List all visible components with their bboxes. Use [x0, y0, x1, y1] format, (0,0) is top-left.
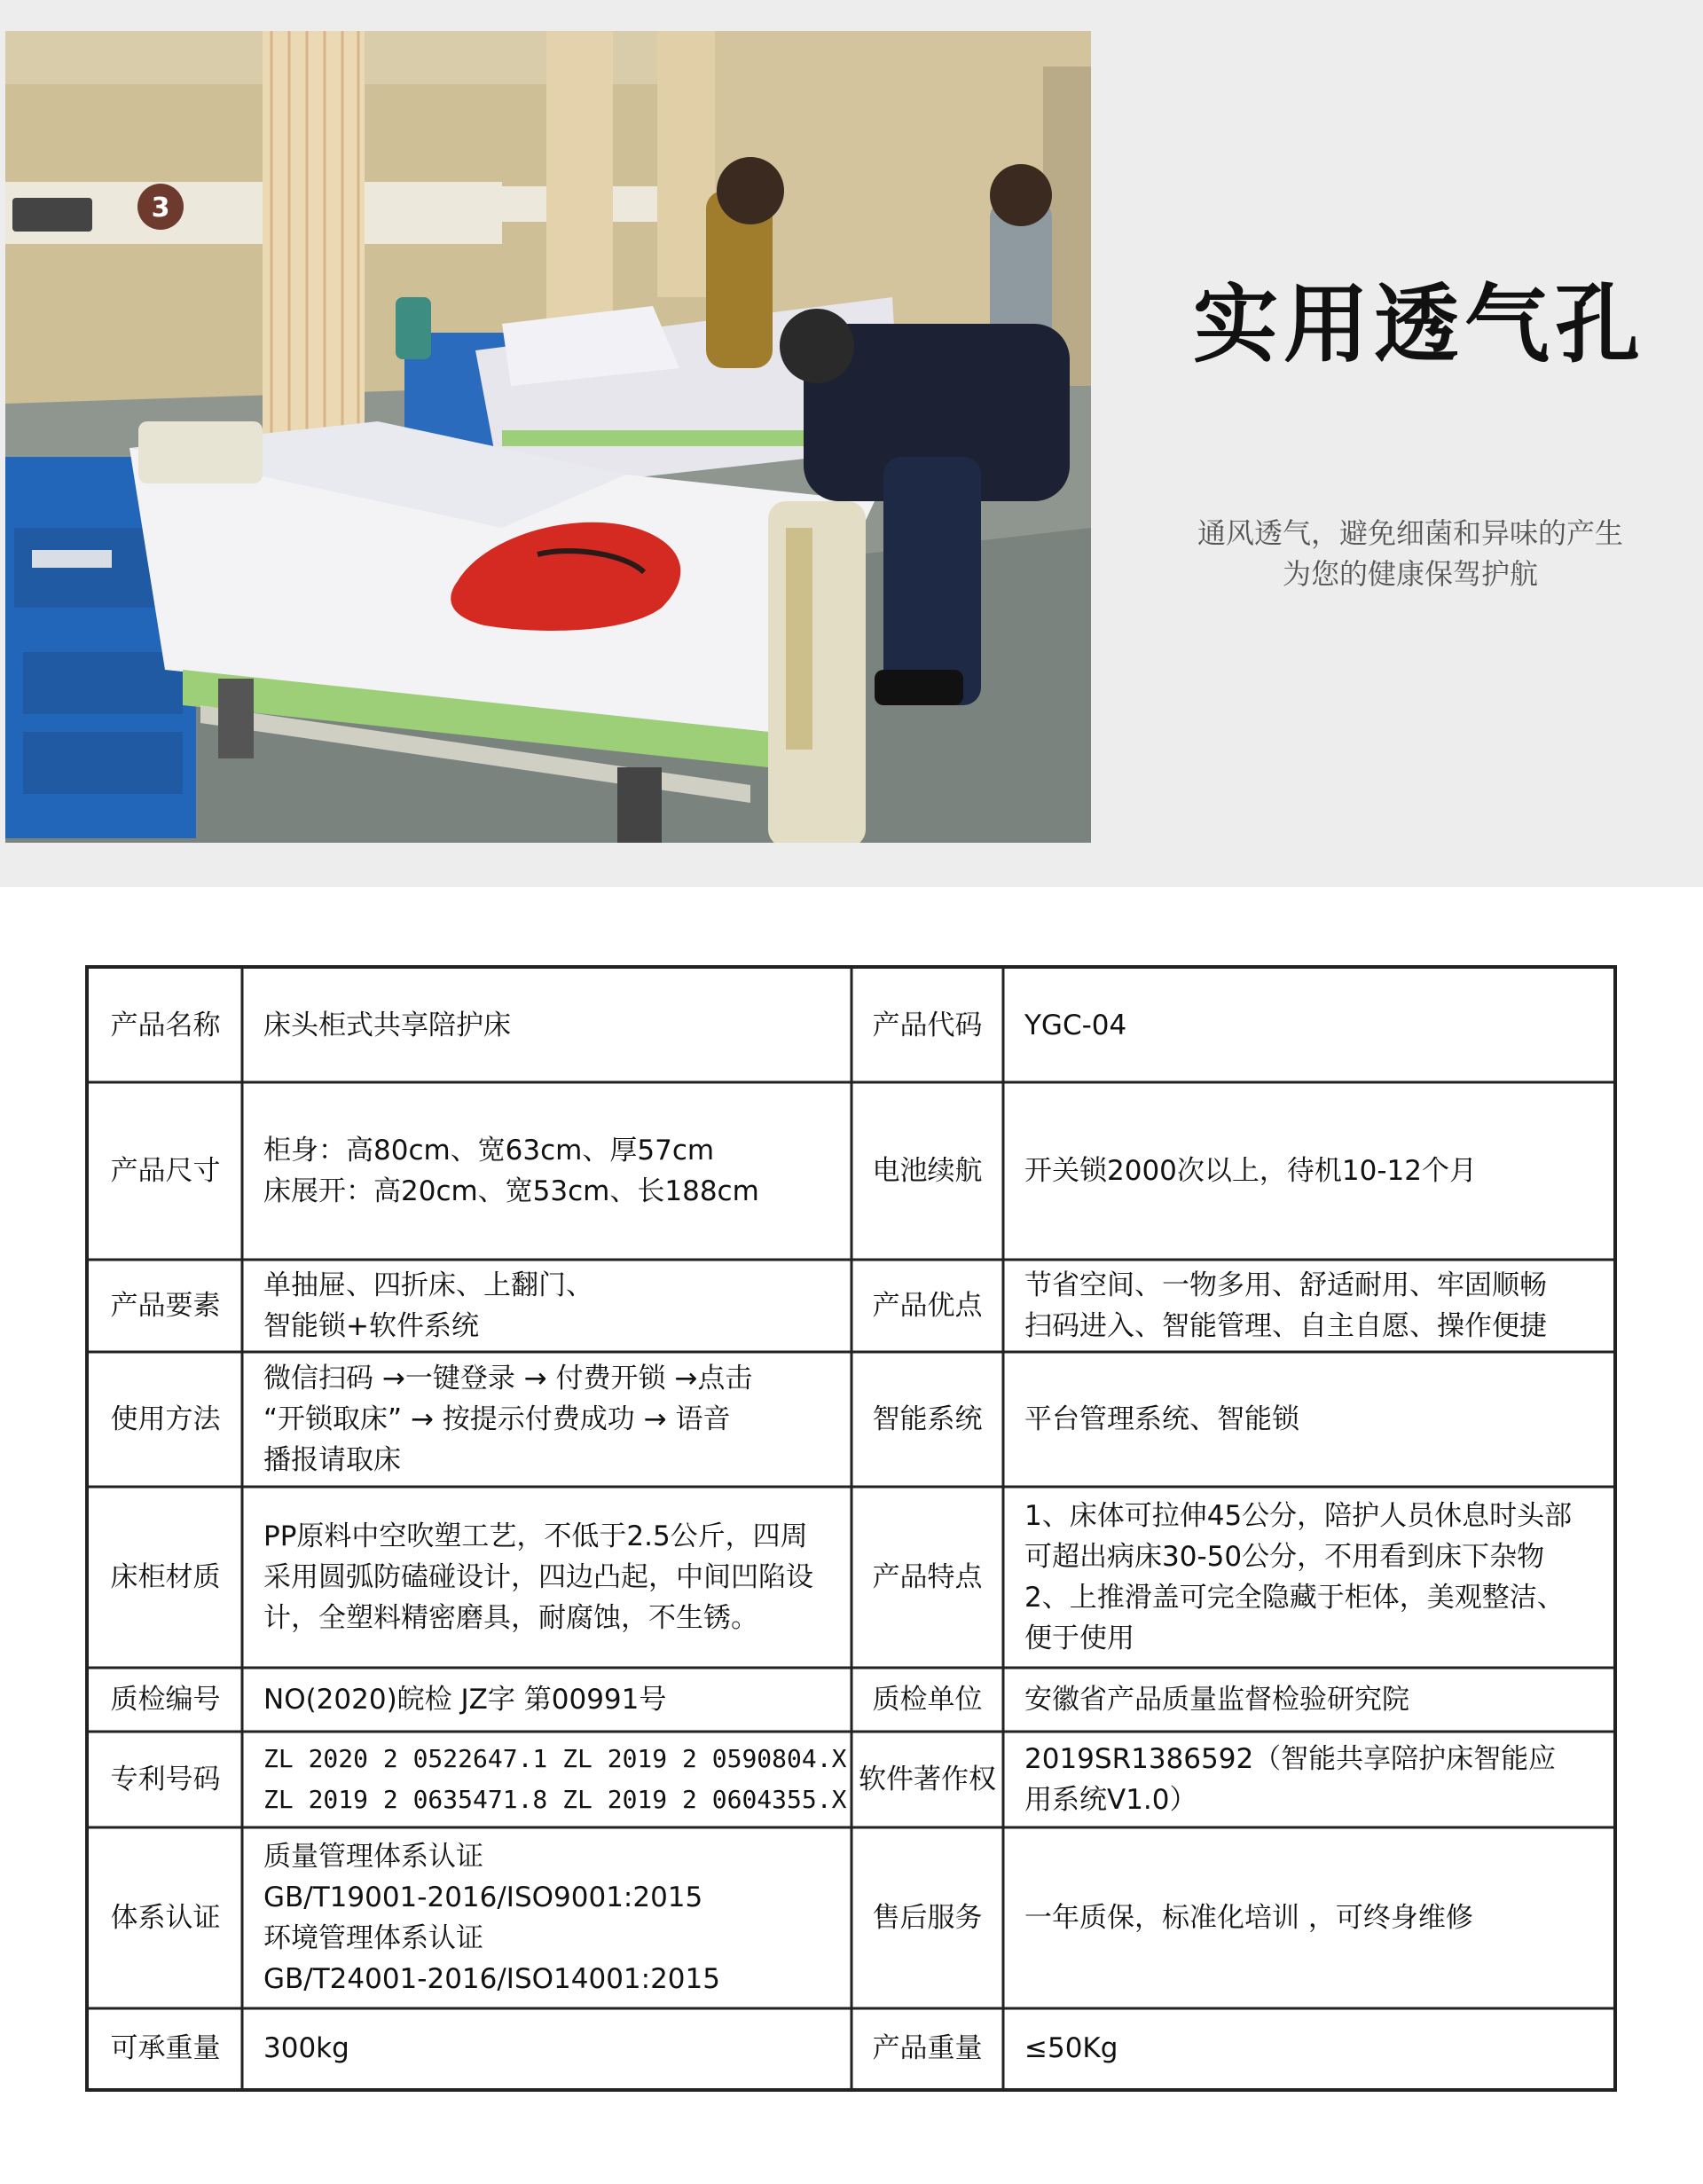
spec-value-text: 微信扫码 →一键登录 → 付费开锁 →点击 [263, 1363, 753, 1394]
spec-value-text: GB/T24001-2016/ISO14001:2015 [263, 1963, 720, 1995]
spec-label [852, 1352, 1003, 1487]
spec-value-text: ZL 2019 2 0635471.8 ZL 2019 2 0604355.X [263, 1785, 847, 1814]
spec-label [89, 1260, 242, 1352]
spec-label-text: 软件著作权 [859, 1764, 996, 1795]
spec-label [852, 1260, 1003, 1352]
spec-label-text: 产品重量 [872, 2032, 983, 2064]
spec-value-text: 床展开：高20cm、宽53cm、长188cm [263, 1175, 759, 1207]
hero-panel [0, 0, 1703, 887]
spec-value-text: PP原料中空吹塑工艺，不低于2.5公斤，四周 [263, 1520, 808, 1552]
feature-subtitle-line: 通风透气，避免细菌和异味的产生 [1197, 516, 1623, 550]
spec-label-text: 产品要素 [110, 1290, 221, 1322]
spec-value [1003, 1668, 1613, 1732]
spec-value [1003, 1352, 1613, 1487]
spec-label-text: 使用方法 [110, 1403, 221, 1435]
spec-label-text: 电池续航 [872, 1155, 983, 1187]
spec-value-text: 计，全塑料精密磨具，耐腐蚀，不生锈。 [263, 1602, 758, 1634]
spec-value-text: 床头柜式共享陪护床 [263, 1010, 511, 1041]
spec-value [242, 2008, 852, 2088]
spec-label-text: 产品名称 [110, 1010, 221, 1041]
spec-label [89, 1668, 242, 1732]
spec-label [89, 1827, 242, 2008]
spec-value-text: 采用圆弧防磕碰设计，四边凸起，中间凹陷设 [263, 1561, 813, 1593]
spec-value-text: 单抽屉、四折床、上翻门、 [263, 1269, 593, 1301]
spec-value-text: 安徽省产品质量监督检验研究院 [1024, 1684, 1409, 1716]
spec-label [89, 1352, 242, 1487]
spec-label-text: 可承重量 [110, 2032, 221, 2064]
spec-value [1003, 1082, 1613, 1260]
spec-label [852, 2008, 1003, 2088]
spec-label [89, 1732, 242, 1827]
spec-value-text: GB/T19001-2016/ISO9001:2015 [263, 1882, 703, 1913]
spec-label [852, 1487, 1003, 1668]
spec-value-text: 300kg [263, 2032, 349, 2064]
spec-value [242, 1352, 852, 1487]
spec-label-text: 质检编号 [110, 1684, 221, 1716]
spec-value [1003, 1487, 1613, 1668]
spec-value-text: 智能锁+软件系统 [263, 1310, 479, 1342]
spec-value-text: 2、上推滑盖可完全隐藏于柜体，美观整洁、 [1024, 1582, 1565, 1614]
spec-label [89, 969, 242, 1082]
spec-label-text: 质检单位 [872, 1684, 983, 1716]
spec-label [89, 2008, 242, 2088]
spec-value [1003, 1260, 1613, 1352]
spec-value-text: 便于使用 [1024, 1622, 1134, 1654]
spec-label [852, 1827, 1003, 2008]
spec-label-text: 产品特点 [872, 1561, 983, 1593]
spec-value-text: 一年质保，标准化培训 ，可终身维修 [1024, 1902, 1473, 1934]
spec-value-text: 可超出病床30-50公分，不用看到床下杂物 [1024, 1541, 1545, 1573]
spec-value-text: 柜身：高80cm、宽63cm、厚57cm [263, 1135, 715, 1167]
spec-value [242, 1827, 852, 2008]
spec-label-text: 智能系统 [872, 1403, 983, 1435]
spec-table [85, 965, 1617, 2092]
spec-label [852, 1668, 1003, 1732]
spec-label [852, 969, 1003, 1082]
spec-value-text: 节省空间、一物多用、舒适耐用、牢固顺畅 [1024, 1269, 1547, 1301]
spec-label [89, 1487, 242, 1668]
spec-label [852, 1082, 1003, 1260]
feature-subtitle [1153, 513, 1668, 594]
spec-value-text: 扫码进入、智能管理、自主自愿、操作便捷 [1024, 1310, 1547, 1342]
spec-value-text: 1、床体可拉伸45公分，陪护人员休息时头部 [1024, 1500, 1573, 1532]
spec-label-text: 专利号码 [110, 1764, 221, 1795]
spec-value [1003, 1732, 1613, 1827]
spec-label-text: 产品代码 [872, 1010, 983, 1041]
spec-value-text: “开锁取床” → 按提示付费成功 → 语音 [263, 1403, 731, 1435]
spec-value [242, 969, 852, 1082]
spec-value-text: 质量管理体系认证 [263, 1841, 483, 1873]
spec-label [89, 1082, 242, 1260]
spec-value-text: 2019SR1386592（智能共享陪护床智能应 [1024, 1743, 1557, 1775]
spec-value [242, 1487, 852, 1668]
spec-value-text: NO(2020)皖检 JZ字 第00991号 [263, 1684, 667, 1716]
spec-value-text: ≤50Kg [1024, 2032, 1118, 2064]
spec-value-text: ZL 2020 2 0522647.1 ZL 2019 2 0590804.X [263, 1744, 847, 1773]
spec-value-text: 环境管理体系认证 [263, 1922, 483, 1954]
spec-value-text: 平台管理系统、智能锁 [1024, 1403, 1299, 1435]
spec-label-text: 产品尺寸 [110, 1155, 221, 1187]
spec-label-text: 体系认证 [110, 1902, 221, 1934]
spec-value [1003, 1827, 1613, 2008]
spec-value [242, 1260, 852, 1352]
feature-title: 实用透气孔 [1193, 275, 1645, 374]
spec-label-text: 床柜材质 [110, 1561, 221, 1593]
spec-value [242, 1732, 852, 1827]
spec-value-text: YGC-04 [1024, 1010, 1127, 1041]
feature-subtitle-line: 为您的健康保驾护航 [1282, 557, 1538, 591]
spec-label-text: 产品优点 [872, 1290, 983, 1322]
spec-value-text: 播报请取床 [263, 1444, 401, 1476]
spec-value-text: 用系统V1.0） [1024, 1784, 1197, 1816]
spec-value [242, 1082, 852, 1260]
svg-text:3: 3 [151, 192, 170, 224]
spec-value [1003, 2008, 1613, 2088]
spec-value [1003, 969, 1613, 1082]
spec-label-text: 售后服务 [872, 1902, 983, 1934]
hospital-ward-photo [5, 31, 1091, 843]
spec-value-text: 开关锁2000次以上，待机10-12个月 [1024, 1155, 1477, 1187]
spec-value [242, 1668, 852, 1732]
spec-label [852, 1732, 1003, 1827]
